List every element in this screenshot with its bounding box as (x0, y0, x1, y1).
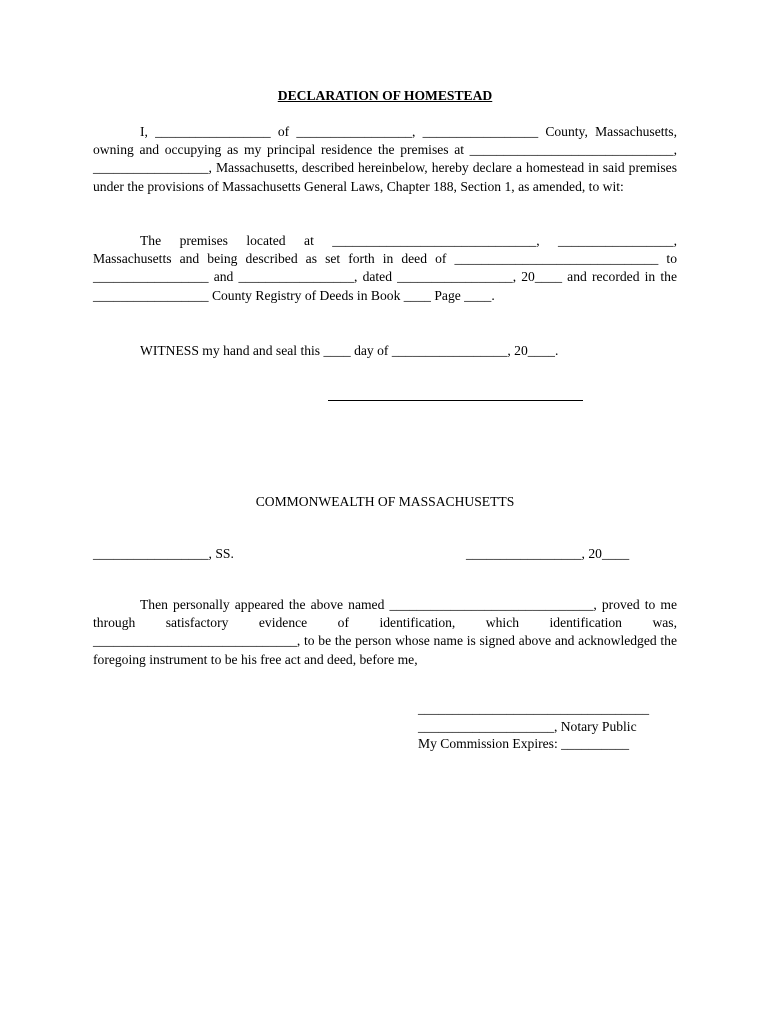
document-title: DECLARATION OF HOMESTEAD (277, 88, 493, 103)
commonwealth-heading: COMMONWEALTH OF MASSACHUSETTS (255, 494, 515, 509)
commission-expires-line: My Commission Expires: __________ (418, 736, 630, 751)
notary-date: _________________, 20____ (466, 546, 630, 561)
notary-signature-line: __________________________________ (418, 701, 650, 716)
acknowledgment-paragraph: Then personally appeared the above named ______________________________, proved to me through satisfactory evidence of identification, which identification was, ______________________________, to be the person whose name is signed above and acknowledged the foregoing instrument to be his free act and deed, before me, (93, 597, 677, 667)
county-ss: _________________, SS. (93, 546, 234, 561)
witness-line: WITNESS my hand and seal this ____ day of _________________, 20____. (140, 343, 559, 358)
signature-line (328, 400, 583, 401)
notary-public-line: ____________________, Notary Public (418, 719, 637, 734)
declaration-paragraph: I, _________________ of _________________, _________________ County, Massachusetts, owning and occupying as my principal residence the premises at ______________________________, _________________, Massachusetts, described hereinbelow, hereby declare a homestead in said premises under the provisions of Massachusetts General Laws, Chapter 188, Section 1, as amended, to wit: (93, 124, 677, 194)
premises-paragraph: The premises located at ______________________________, _________________, Massachusetts and being described as set forth in deed of ______________________________ to _________________ and _________________, dated _________________, 20____ and recorded in the _________________ County Registry of Deeds in Book ____ Page ____. (93, 233, 677, 303)
